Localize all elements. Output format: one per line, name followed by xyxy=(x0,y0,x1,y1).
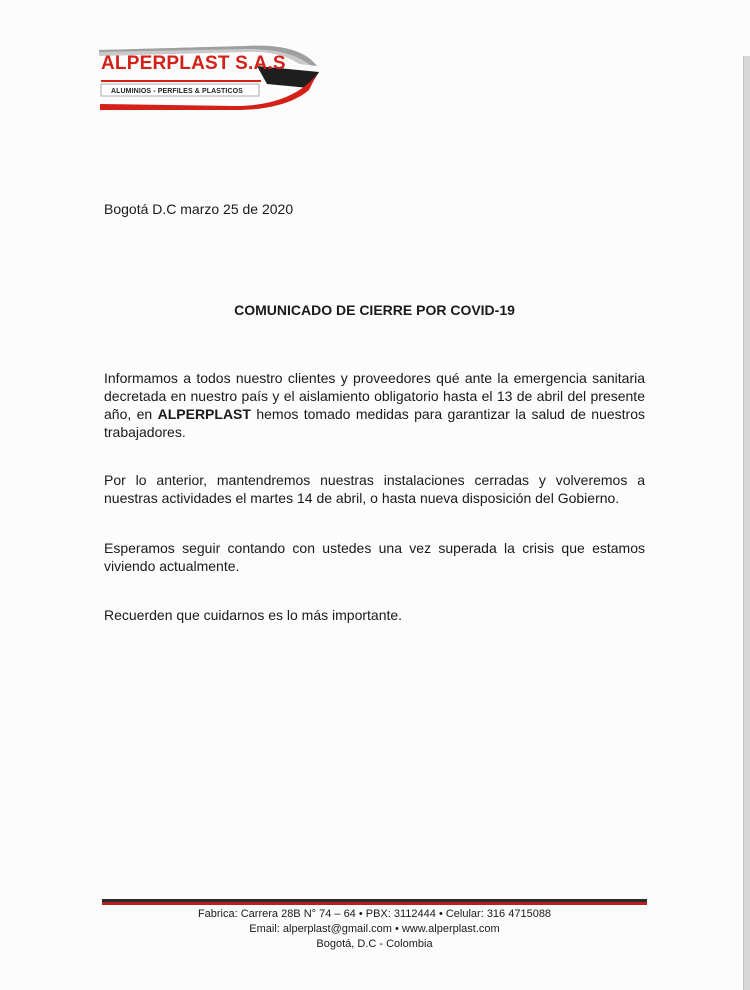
logo-name: ALPERPLAST S.A.S xyxy=(101,53,286,74)
paragraph-1-start: Informamos a todos nuestro clientes y proveedores qué ante la emergencia sanitaria decretada en nuestro país y el aislamiento obligatorio hasta el 13 de abril del presente año, en xyxy=(104,370,645,422)
footer-address: Fabrica: Carrera 28B N° 74 – 64 • PBX: 3112444 • Celular: 316 4715088 xyxy=(197,908,552,920)
paragraph-4: Recuerden que cuidarnos es lo más importante. xyxy=(104,607,403,623)
logo-tagline: ALUMINIOS - PERFILES & PLASTICOS xyxy=(111,88,243,95)
footer-divider xyxy=(102,899,647,907)
company-logo xyxy=(95,40,321,116)
letter-title: COMUNICADO DE CIERRE POR COVID-19 xyxy=(234,302,515,318)
paragraph-3: Esperamos seguir contando con ustedes una vez superada la crisis que estamos viviendo actualmente. xyxy=(104,540,645,574)
paragraph-1 xyxy=(104,369,645,441)
page-edge xyxy=(743,56,750,990)
footer xyxy=(102,907,647,952)
letter-date: Bogotá D.C marzo 25 de 2020 xyxy=(104,201,294,217)
logo-swoosh-graphic xyxy=(95,40,321,116)
paragraph-1-end: hemos tomado medidas para garantizar la salud de nuestros trabajadores. xyxy=(104,406,645,440)
company-name-bold: ALPERPLAST xyxy=(157,406,251,422)
footer-contact: Email: alperplast@gmail.com • www.alperplast.com xyxy=(249,923,500,935)
footer-city: Bogotá, D.C - Colombia xyxy=(316,938,433,950)
paragraph-2: Por lo anterior, mantendremos nuestras instalaciones cerradas y volveremos a nuestras actividades el martes 14 de abril, o hasta nueva disposición del Gobierno. xyxy=(104,472,645,506)
